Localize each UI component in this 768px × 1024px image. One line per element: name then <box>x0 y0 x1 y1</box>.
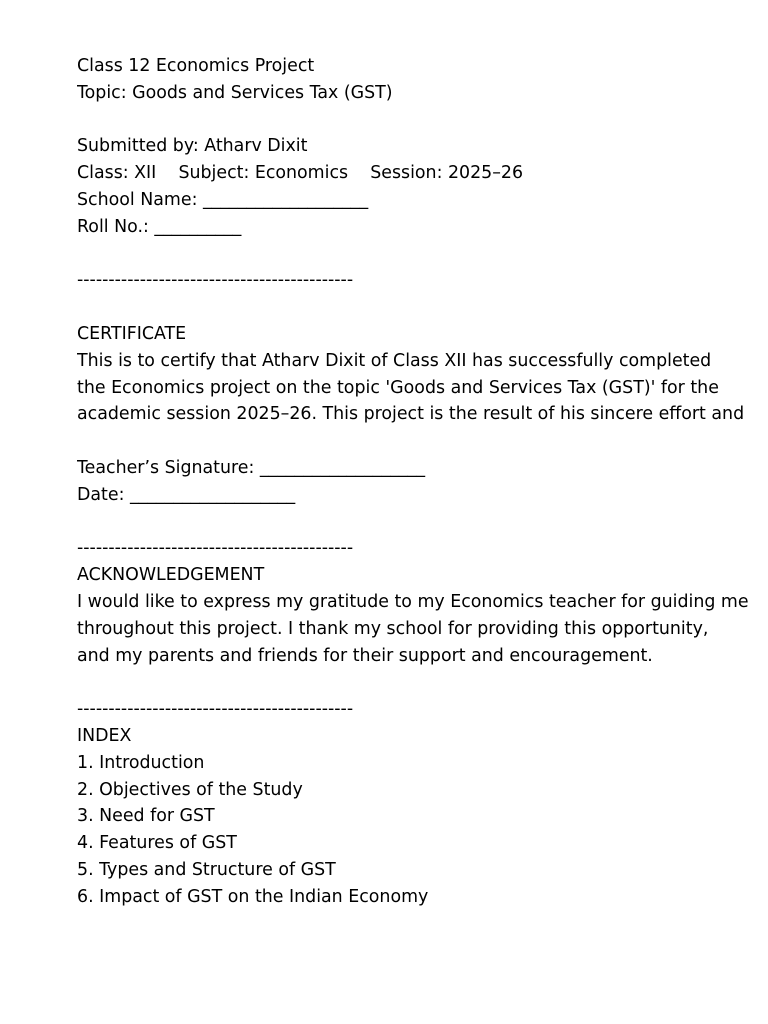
separator-line: -------------------------------------------- <box>77 538 354 559</box>
submitted-by: Submitted by: Atharv Dixit <box>77 136 308 157</box>
index-item: 2. Objectives of the Study <box>77 779 303 800</box>
certificate-heading: CERTIFICATE <box>77 323 187 344</box>
date-field: Date: ___________________ <box>77 484 296 505</box>
spacer <box>77 294 768 321</box>
acknowledgement-heading: ACKNOWLEDGEMENT <box>77 565 265 586</box>
certificate-text-line: This is to certify that Atharv Dixit of Class XII has successfully completed <box>77 350 712 371</box>
spacer <box>77 107 768 134</box>
project-topic: Topic: Goods and Services Tax (GST) <box>77 82 393 103</box>
acknowledgement-text-line: I would like to express my gratitude to my Economics teacher for guiding me <box>77 591 749 612</box>
subject-field: Subject: Economics <box>178 163 349 184</box>
separator-line: -------------------------------------------- <box>77 699 354 720</box>
spacer <box>77 241 768 268</box>
project-title: Class 12 Economics Project <box>77 56 315 76</box>
session-field: Session: 2025–26 <box>370 163 524 184</box>
class-subject-session-row <box>77 160 768 187</box>
index-item: 6. Impact of GST on the Indian Economy <box>77 886 429 907</box>
spacer <box>77 509 768 536</box>
acknowledgement-text-line: throughout this project. I thank my school for providing this opportunity, <box>77 618 709 639</box>
index-item: 1. Introduction <box>77 752 205 773</box>
document-body <box>77 53 768 911</box>
roll-no-field: Roll No.: __________ <box>77 216 242 237</box>
index-heading: INDEX <box>77 725 132 746</box>
index-item: 4. Features of GST <box>77 833 237 854</box>
spacer <box>77 428 768 455</box>
spacer <box>77 669 768 696</box>
acknowledgement-text-line: and my parents and friends for their support and encouragement. <box>77 645 653 666</box>
teacher-signature-field: Teacher’s Signature: ___________________ <box>77 457 426 478</box>
certificate-text-line: academic session 2025–26. This project is the result of his sincere effort and <box>77 404 745 425</box>
class-field: Class: XII <box>77 163 157 184</box>
separator-line: -------------------------------------------- <box>77 270 354 291</box>
certificate-text-line: the Economics project on the topic 'Goods and Services Tax (GST)' for the <box>77 377 719 398</box>
index-item: 5. Types and Structure of GST <box>77 859 336 880</box>
index-item: 3. Need for GST <box>77 806 215 827</box>
school-name-field: School Name: ___________________ <box>77 189 369 210</box>
